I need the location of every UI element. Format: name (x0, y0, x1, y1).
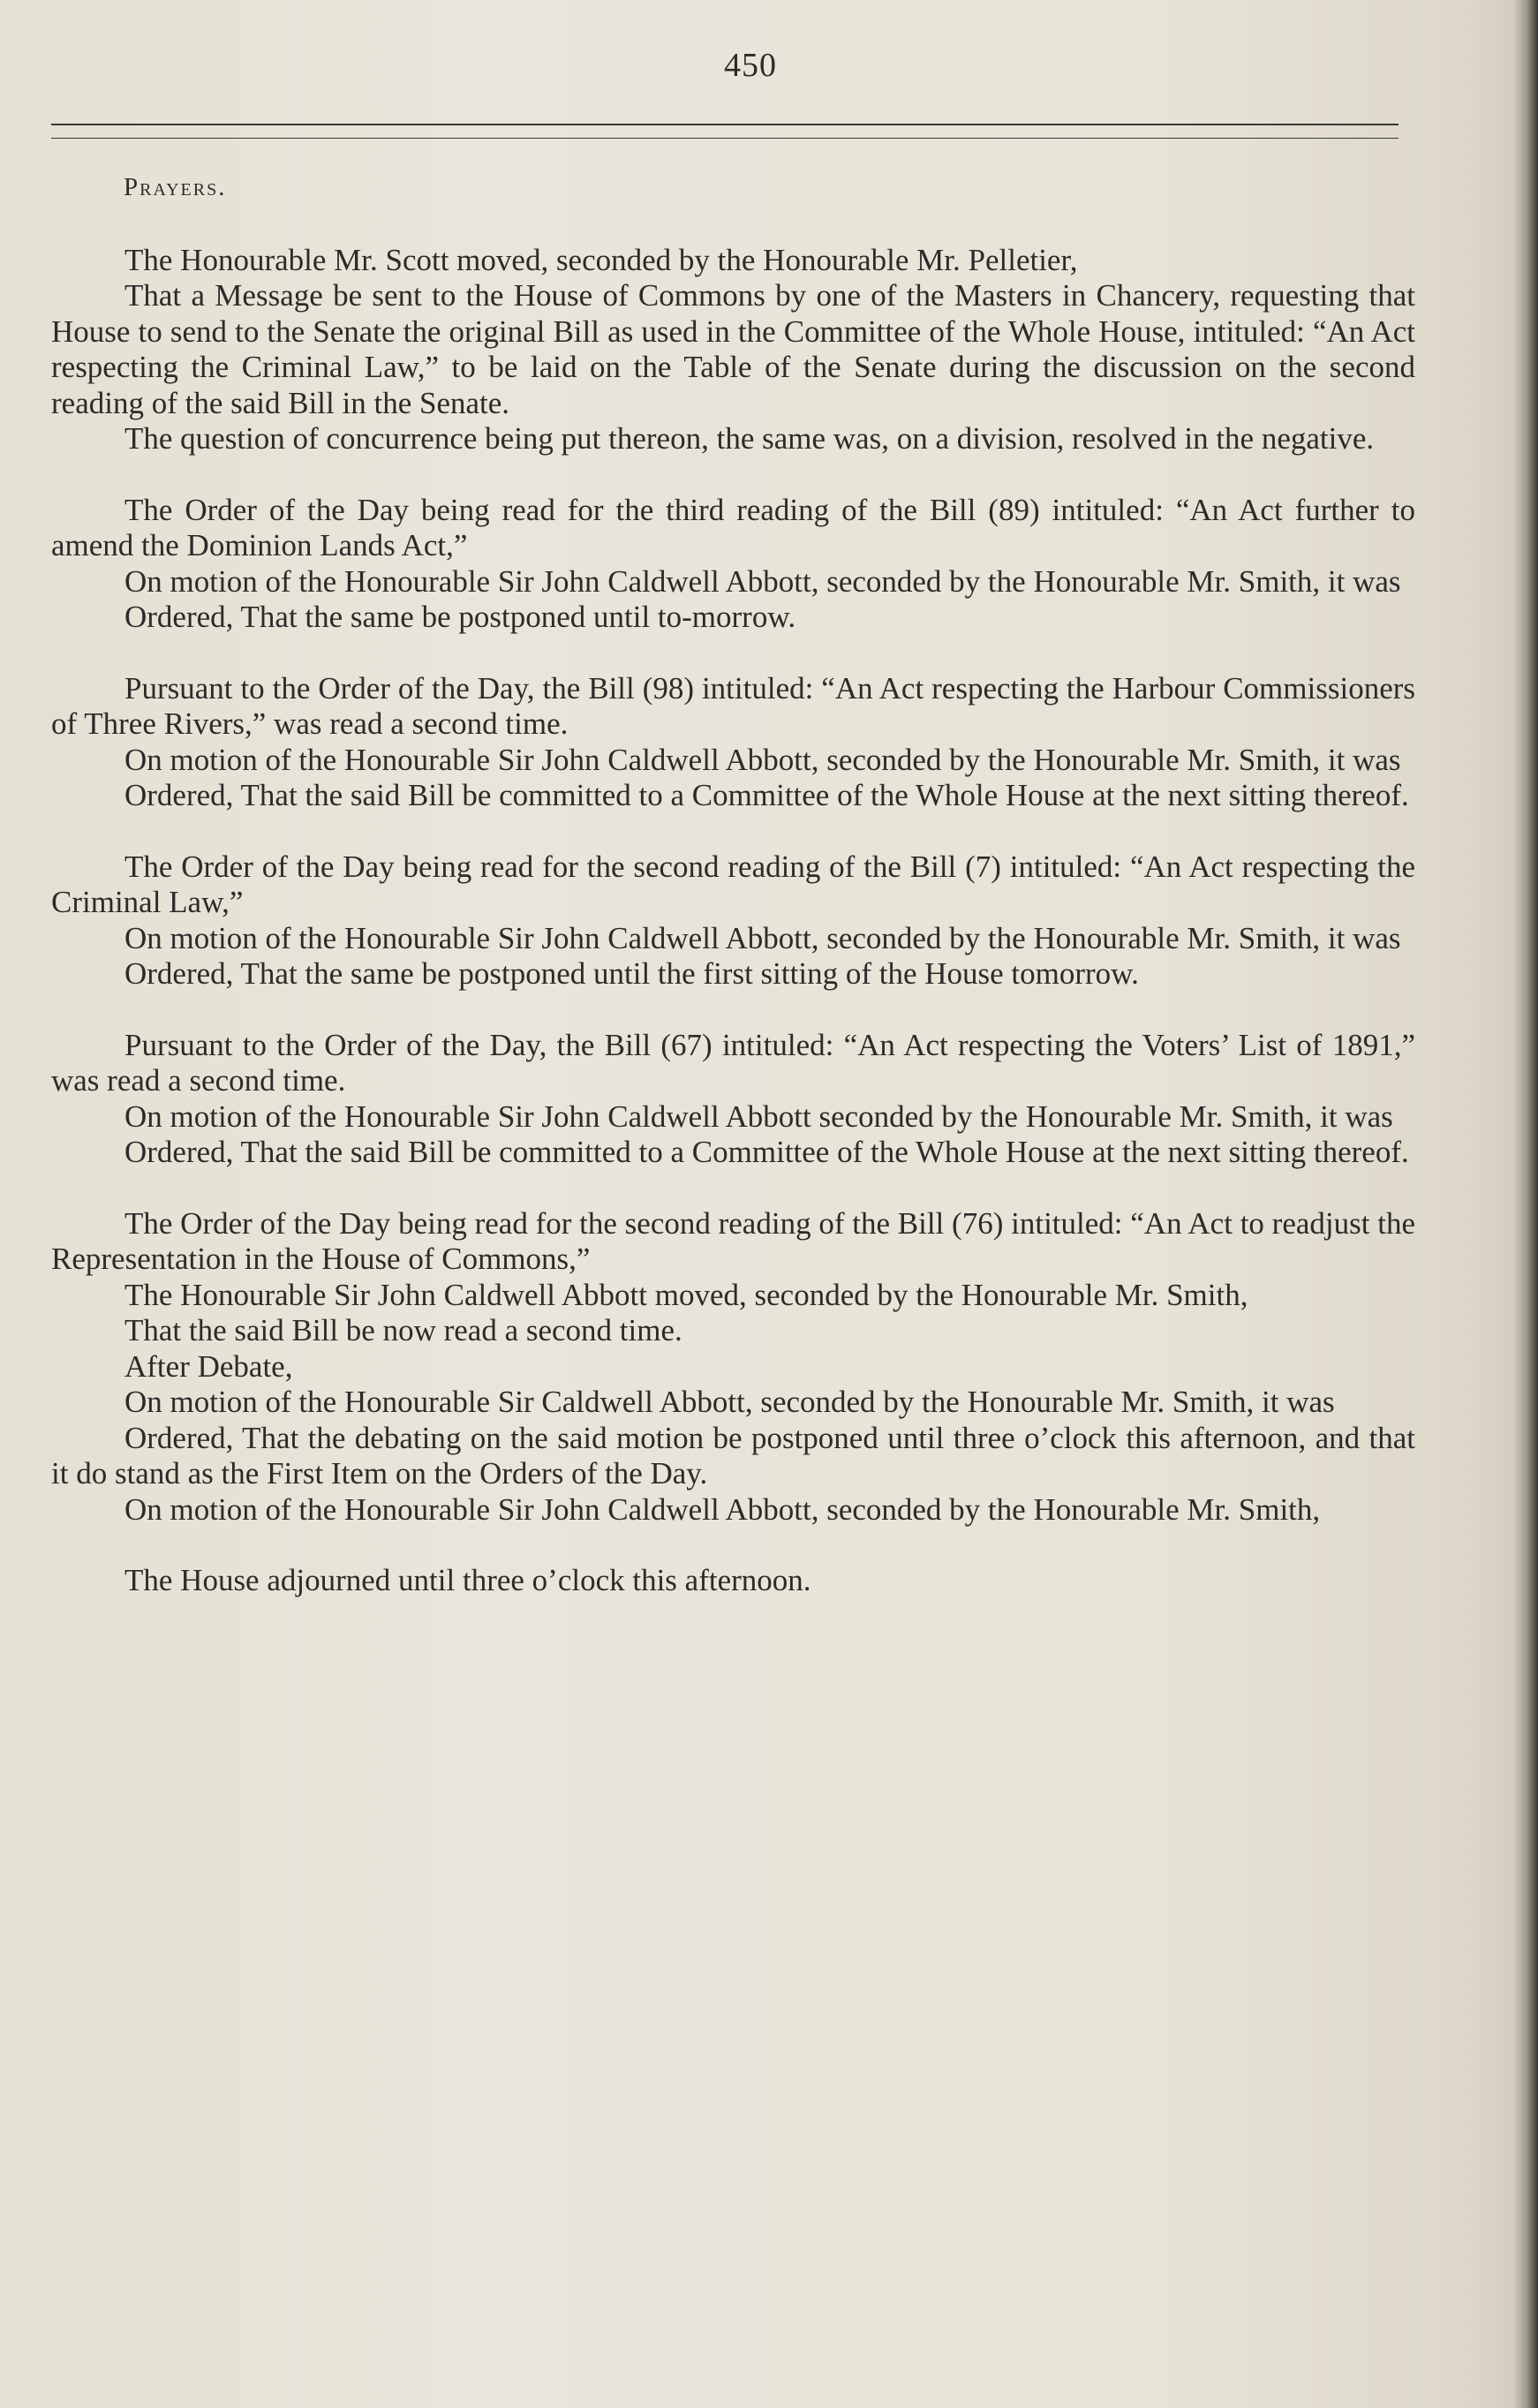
paragraph: After Debate, (124, 1348, 293, 1384)
section-bill-98 (51, 671, 1415, 814)
paragraph: On motion of the Honourable Sir John Caldwell Abbott, seconded by the Honourable Mr. Smith, it was (124, 563, 1401, 599)
paragraph: Ordered, That the said Bill be committed to a Committee of the Whole House at the next sitting thereof. (124, 1135, 1409, 1169)
section-gap (51, 457, 1415, 493)
paragraph: That the said Bill be now read a second time. (124, 1313, 682, 1347)
paragraph: The Honourable Mr. Scott moved, seconded by the Honourable Mr. Pelletier, (124, 242, 1078, 277)
section-bill-67 (51, 1028, 1415, 1171)
section-gap (51, 993, 1415, 1028)
section-gap (51, 814, 1415, 849)
header-rule-thin (51, 138, 1399, 139)
paragraph: On motion of the Honourable Sir John Caldwell Abbott seconded by the Honourable Mr. Smith, it was (124, 1098, 1393, 1134)
section-gap (51, 1528, 1415, 1563)
section-heading: Prayers. (124, 173, 227, 201)
paragraph: On motion of the Honourable Sir John Caldwell Abbott, seconded by the Honourable Mr. Smith, it was (124, 920, 1401, 955)
paragraph: Ordered, That the said Bill be committed to a Committee of the Whole House at the next sitting thereof. (124, 778, 1409, 812)
section-bill-89 (51, 493, 1415, 636)
paragraph: The Order of the Day being read for the second reading of the Bill (7) intituled: “An Act respecting the Criminal Law,” (51, 849, 1415, 919)
paragraph: Pursuant to the Order of the Day, the Bill (98) intituled: “An Act respecting the Harbour Commissioners of Three Rivers,” was read a second time. (51, 670, 1415, 741)
section-gap (51, 1171, 1415, 1206)
paragraph: Ordered, That the debating on the said motion be postponed until three o’clock this afternoon, and that it do stand as the First Item on the Orders of the Day. (51, 1420, 1415, 1491)
section-adjournment (51, 1563, 1415, 1599)
paragraph: The Order of the Day being read for the second reading of the Bill (76) intituled: “An Act to readjust the Representation in the House of Commons,” (51, 1205, 1415, 1276)
paragraph: The Honourable Sir John Caldwell Abbott moved, seconded by the Honourable Mr. Smith, (124, 1277, 1248, 1312)
paragraph: That a Message be sent to the House of Commons by one of the Masters in Chancery, requesting that House to send to the Senate the original Bill as used in the Committee of the Whole House, intituled: “An Act respecting the Criminal Law,” to be laid on the Table of the Senate during the discussion on the second reading of the said Bill in the Senate. (51, 278, 1415, 420)
document-body (51, 170, 1415, 1599)
page-edge-shadow (1513, 0, 1538, 2408)
section-message-to-commons (51, 243, 1415, 457)
paragraph: The question of concurrence being put thereon, the same was, on a division, resolved in the negative. (124, 421, 1375, 456)
section-gap (51, 636, 1415, 671)
paragraph: Pursuant to the Order of the Day, the Bill (67) intituled: “An Act respecting the Voters’ List of 1891,” was read a second time. (51, 1027, 1415, 1098)
section-bill-7 (51, 849, 1415, 993)
section-bill-76 (51, 1206, 1415, 1529)
paragraph: On motion of the Honourable Sir John Caldwell Abbott, seconded by the Honourable Mr. Smith, it was (124, 742, 1401, 777)
paragraph: On motion of the Honourable Sir Caldwell Abbott, seconded by the Honourable Mr. Smith, it was (124, 1385, 1335, 1419)
paragraph: The House adjourned until three o’clock this afternoon. (124, 1563, 811, 1597)
paragraph: The Order of the Day being read for the third reading of the Bill (89) intituled: “An Act further to amend the Dominion Lands Act,” (51, 492, 1415, 562)
paragraph: Ordered, That the same be postponed until the first sitting of the House tomorrow. (124, 956, 1139, 991)
paragraph: On motion of the Honourable Sir John Caldwell Abbott, seconded by the Honourable Mr. Smith, (124, 1491, 1321, 1527)
header-rule (51, 124, 1399, 125)
page-number: 450 (724, 47, 777, 84)
paragraph: Ordered, That the same be postponed until to-morrow. (124, 600, 796, 634)
